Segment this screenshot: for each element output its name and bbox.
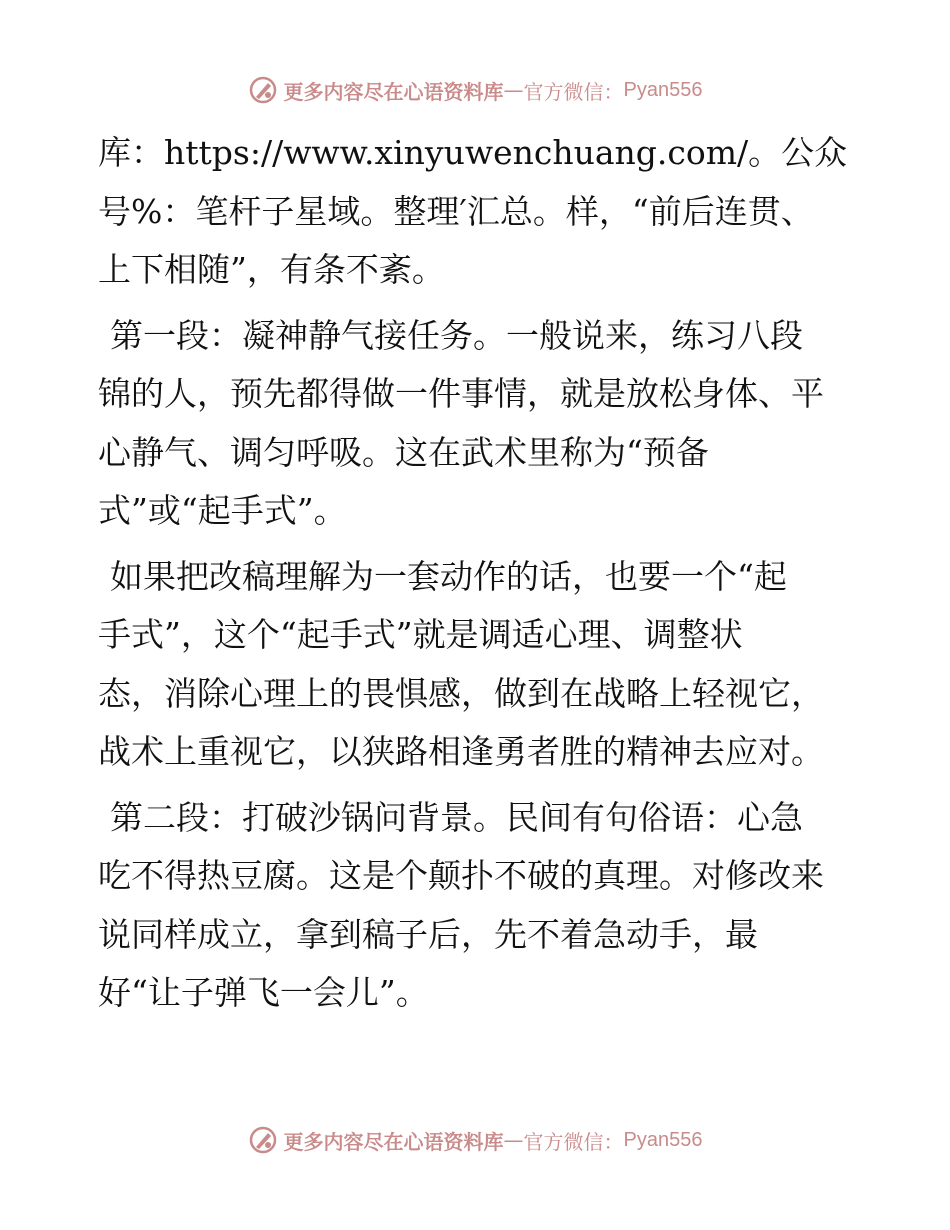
watermark-dash: — [503,1128,524,1152]
text-line: 心静气、调匀呼吸。这在武术里称为“预备 [98,432,709,472]
watermark-wechat-label: 官方微信： [523,1129,624,1154]
pen-logo-icon [248,75,278,105]
text-line: 式”或“起手式”。 [98,491,347,530]
paragraph [98,548,858,782]
text-line: 第一段：凝神静气接任务。一般说来，练习八段 [110,315,803,355]
footer-watermark [0,1123,950,1157]
watermark-site-text: 更多内容尽在心语资料库 [283,1129,504,1154]
text-line: 手式”，这个“起手式”就是调适心理、调整状 [98,615,743,654]
text-line: 如果把改稿理解为一套动作的话，也要一个“起 [110,556,787,596]
text-line: 吃不得热豆腐。这是个颠扑不破的真理。对修改来 [98,856,824,895]
text-line: 说同样成立，拿到稿子后，先不着急动手，最 [98,914,758,954]
pen-logo-icon [248,1125,278,1155]
header-watermark [0,73,950,107]
watermark-dash: — [503,78,524,102]
text-line: 上下相随”，有条不紊。 [98,250,445,289]
document-body [98,124,858,1023]
text-line: 号%：笔杆子星域。整理′汇总。样，“前后连贯、 [98,191,814,231]
paragraph [98,124,858,300]
text-line: 锦的人，预先都得做一件事情，就是放松身体、平 [98,374,824,413]
text-line: 好“让子弹飞一会儿”。 [98,973,429,1012]
paragraph [98,307,858,541]
watermark-wechat-label: 官方微信： [523,79,624,104]
watermark-site-text: 更多内容尽在心语资料库 [283,79,504,104]
watermark-wechat-id: Pyan556 [623,1128,703,1151]
watermark-wechat-id: Pyan556 [623,78,703,101]
text-line: 态，消除心理上的畏惧感，做到在战略上轻视它， [98,673,824,713]
text-line: 战术上重视它，以狭路相逢勇者胜的精神去应对。 [98,732,824,771]
text-line: 库：https://www.xinyuwenchuang.com/。公众 [98,133,848,172]
text-line: 第二段：打破沙锅问背景。民间有句俗语：心急 [110,797,803,837]
paragraph [98,789,858,1023]
